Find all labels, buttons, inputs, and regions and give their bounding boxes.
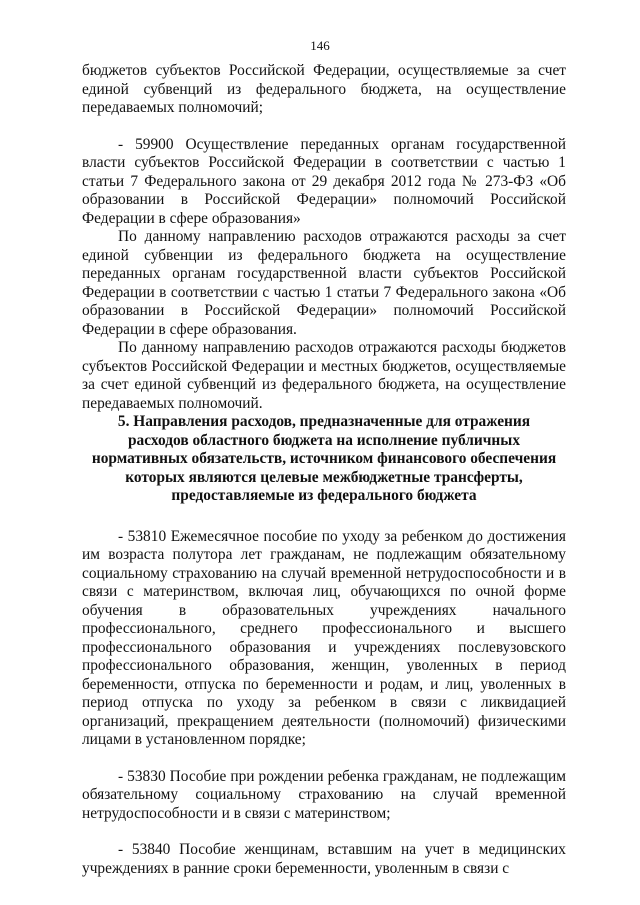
document-body <box>82 62 566 878</box>
paragraph-53810-item: - 53810 Ежемесячное пособие по уходу за ребенком до достижения им возраста полутора лет гражданам, не подлежащим обязательному социальному страхованию на случай временной нетрудоспособности и в связи с материнством, включая лиц, обучающихся по очной форме обучения в образовательных учреждениях начального профессионального, среднего профессионального и высшего профессионального образования и учреждениях послевузовского профессионального образования, женщин, уволенных в период беременности, отпуска по беременности и родам, и лиц, уволенных в период отпуска по уходу за ребенком в связи с ликвидацией организаций, прекращением деятельности (полномочий) физическими лицами в установленном порядке; <box>82 527 566 748</box>
paragraph-59900-item: - 59900 Осуществление переданных органам государственной власти субъектов Российской Федерации в соответствии с частью 1 статьи 7 Федерального закона от 29 декабря 2012 года № 273-ФЗ «Об образовании в Российской Федерации» полномочий Российской Федерации в сфере образования» <box>82 135 566 227</box>
paragraph-59900-budgets: По данному направлению расходов отражаются расходы бюджетов субъектов Российской Федерации и местных бюджетов, осуществляемые за счет единой субвенций из федерального бюджета, на осуществление передаваемых полномочий. <box>82 339 566 412</box>
paragraph-59900-description: По данному направлению расходов отражаются расходы за счет единой субвенции из федерального бюджета на осуществление переданных органам государственной власти субъектов Российской Федерации в соответствии с частью 1 статьи 7 Федерального закона «Об образовании в Российской Федерации» полномочий Российской Федерации в сфере образования. <box>82 228 566 338</box>
paragraph-53830-item: - 53830 Пособие при рождении ребенка гражданам, не подлежащим обязательному социальному страхованию на случай временной нетрудоспособности и в связи с материнством; <box>82 767 566 822</box>
paragraph-budget-continuation: бюджетов субъектов Российской Федерации, осуществляемые за счет единой субвенций из федерального бюджета, на осуществление передаваемых полномочий; <box>82 62 566 116</box>
paragraph-53840-item: - 53840 Пособие женщинам, вставшим на учет в медицинских учреждениях в ранние сроки беременности, уволенным в связи с <box>82 841 566 877</box>
section-heading: 5. Направления расходов, предназначенные для отражения расходов областного бюджета на исполнение публичных нормативных обязательств, источником финансового обеспечения которых являются целевые межбюджетные трансферты, предоставляемые из федерального бюджета <box>91 413 557 504</box>
page-number: 146 <box>310 38 330 53</box>
